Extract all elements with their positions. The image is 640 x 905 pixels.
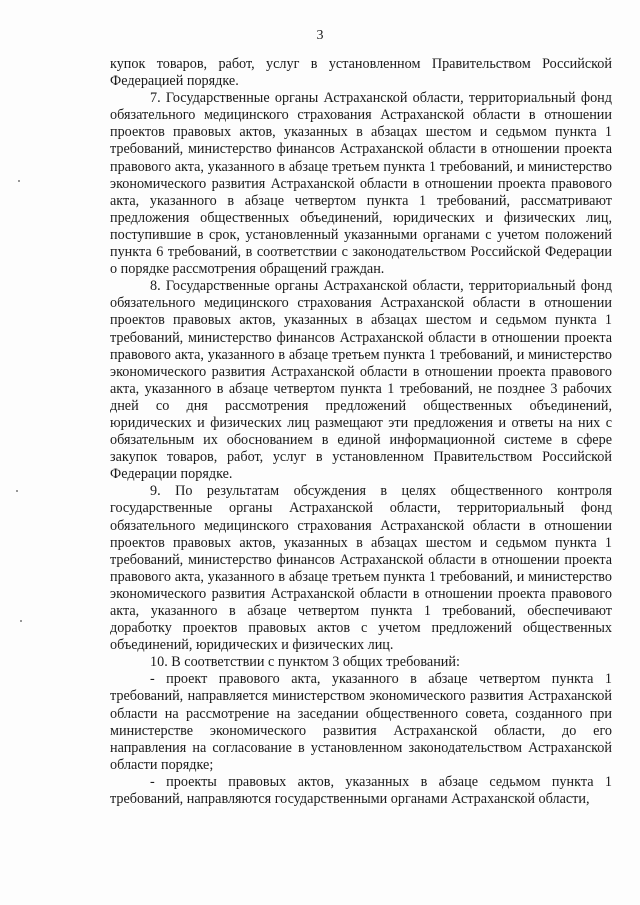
scan-speck <box>18 180 20 182</box>
scan-speck <box>20 620 22 622</box>
paragraph-10-item-2: - проекты правовых актов, указанных в абзаце седьмом пункта 1 требований, направляются государственными органами Астраханской области, <box>110 773 612 808</box>
paragraph-10: 10. В соответствии с пунктом 3 общих требований: <box>150 654 460 671</box>
paragraph-7: 7. Государственные органы Астраханской области, территориальный фонд обязательного медицинского страхования Астраханской области в отношении проектов правовых актов, указанных в абзацах шестом и седьмом пункта 1 требований, министерство финансов Астраханской области в отношении проекта правового акта, указанного в абзаце третьем пункта 1 требований, и министерство экономического развития Астраханской области в отношении проекта правового акта, указанного в абзаце четвертом пункта 1 требований, рассматривают предложения общественных объединений, юридических и физических лиц, поступившие в срок, установленный указанными органами с учетом положений пункта 6 требований, в соответствии с законодательством Российской Федерации о порядке рассмотрения обращений граждан. <box>110 90 612 278</box>
page-number: 3 <box>316 28 324 43</box>
paragraph-8: 8. Государственные органы Астраханской области, территориальный фонд обязательного медицинского страхования Астраханской области в отношении проектов правовых актов, указанных в абзацах шестом и седьмом пункта 1 требований, министерство финансов Астраханской области в отношении проекта правового акта, указанного в абзаце третьем пункта 1 требований, и министерство экономического развития Астраханской области в отношении проекта правового акта, указанного в абзаце четвертом пункта 1 требований, не позднее 3 рабочих дней со дня рассмотрения предложений общественных объединений, юридических и физических лиц размещают эти предложения и ответы на них с обязательным их обоснованием в единой информационной системе в сфере закупок товаров, работ, услуг в установленном Правительством Российской Федерации порядке. <box>110 278 612 483</box>
scan-speck <box>16 490 18 492</box>
document-body <box>110 56 612 808</box>
paragraph-9: 9. По результатам обсуждения в целях общественного контроля государственные органы Астраханской области, территориальный фонд обязательного медицинского страхования Астраханской области в отношении проектов правовых актов, указанных в абзацах шестом и седьмом пункта 1 требований, министерство финансов Астраханской области в отношении проекта правового акта, указанного в абзаце третьем пункта 1 требований, и министерство экономического развития Астраханской области в отношении проекта правового акта, указанного в абзаце четвертом пункта 1 требований, обеспечивают доработку проектов правовых актов с учетом предложений общественных объединений, юридических и физических лиц. <box>110 483 612 654</box>
paragraph-10-item-1: - проект правового акта, указанного в абзаце четвертом пункта 1 требований, направляется министерством экономического развития Астраханской области на рассмотрение на заседании общественного совета, созданного при министерстве экономического развития Астраханской области, до его направления на согласование в установленном законодательством Астраханской области порядке; <box>110 671 612 773</box>
paragraph-continuation: купок товаров, работ, услуг в установленном Правительством Российской Федерацией порядке. <box>110 56 612 90</box>
